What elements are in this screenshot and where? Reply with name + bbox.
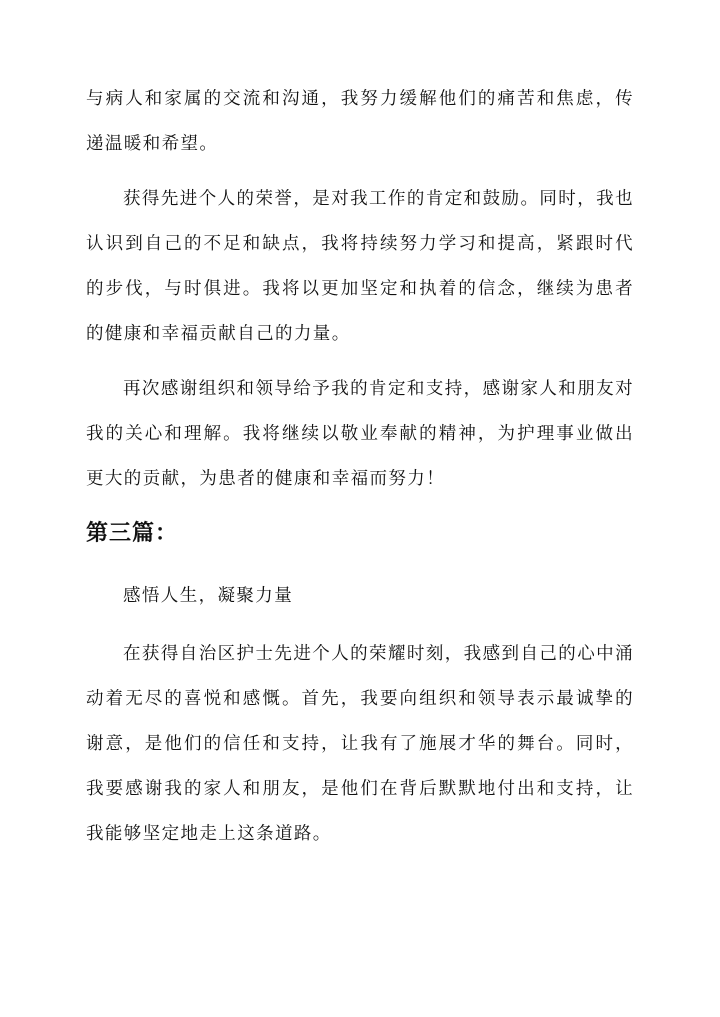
paragraph-honor: 获得先进个人的荣誉，是对我工作的肯定和鼓励。同时，我也认识到自己的不足和缺点，我将持续努力学习和提高，紧跟时代的步伐，与时俱进。我将以更加坚定和执着的信念，继续为患者的健康和幸福贡献自己的力量。 <box>86 189 634 344</box>
section-subtitle: 感悟人生，凝聚力量 <box>123 586 294 606</box>
paragraph-thanks: 再次感谢组织和领导给予我的肯定和支持，感谢家人和朋友对我的关心和理解。我将继续以敬业奉献的精神，为护理事业做出更大的贡献，为患者的健康和幸福而努力！ <box>86 379 634 489</box>
paragraph-section-three: 在获得自治区护士先进个人的荣耀时刻，我感到自己的心中涌动着无尽的喜悦和感慨。首先，我要向组织和领导表示最诚挚的谢意，是他们的信任和支持，让我有了施展才华的舞台。同时，我要感谢我的家人和朋友，是他们在背后默默地付出和支持，让我能够坚定地走上这条道路。 <box>86 644 634 844</box>
section-heading: 第三篇： <box>86 521 179 546</box>
paragraph-continuation: 与病人和家属的交流和沟通，我努力缓解他们的痛苦和焦虑，传递温暖和希望。 <box>86 89 634 154</box>
